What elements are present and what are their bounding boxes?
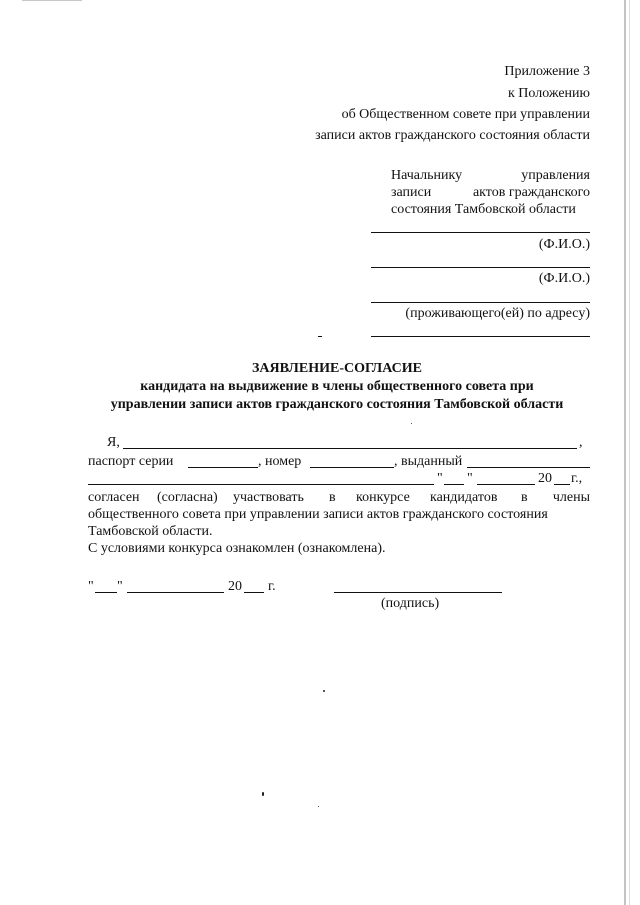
addressee-word-records: записи [391, 185, 432, 200]
agree-word-1: согласен [88, 490, 140, 505]
body-line-2: общественного совета при управлении записи актов гражданского состояния [88, 507, 548, 522]
sign-year-field[interactable] [244, 592, 264, 593]
scan-speck [323, 690, 325, 692]
passport-number-label: , номер [258, 454, 302, 469]
fullname-field[interactable] [123, 448, 577, 449]
fio-line-2 [371, 267, 590, 268]
address-line-1 [371, 302, 590, 303]
document-title: ЗАЯВЛЕНИЕ-СОГЛАСИЕ [252, 361, 422, 376]
scan-speck [318, 806, 319, 807]
fio-caption-1: (Ф.И.О.) [538, 237, 590, 252]
scan-edge-top [22, 0, 82, 1]
addressee-word-department: управления [521, 168, 590, 183]
passport-series-label: паспорт серии [88, 454, 174, 469]
agree-word-8: члены [552, 490, 590, 505]
appendix-registry: записи актов гражданского состояния области [315, 128, 590, 143]
scan-speck [411, 423, 412, 424]
passport-issued-label: , выданный [394, 454, 463, 469]
issue-day-field[interactable] [444, 484, 464, 485]
scan-speck [262, 792, 264, 796]
scan-mark [318, 336, 322, 337]
issue-month-field[interactable] [477, 484, 535, 485]
appendix-regulation: к Положению [507, 86, 590, 101]
scan-edge-right-2 [629, 0, 630, 905]
document-subtitle-2: управлении записи актов гражданского состояния Тамбовской области [110, 397, 564, 412]
passport-number-field[interactable] [310, 467, 394, 468]
appendix-number: Приложение 3 [504, 64, 590, 79]
signature-caption: (подпись) [381, 596, 440, 611]
issue-year-prefix: 20 [538, 471, 552, 486]
conditions-text: С условиями конкурса ознакомлен (ознакомлена). [88, 541, 386, 556]
sign-day-field[interactable] [95, 592, 117, 593]
issue-year-field[interactable] [554, 484, 570, 485]
fullname-comma: , [579, 435, 583, 450]
body-line-3: Тамбовской области. [88, 524, 213, 539]
ya-label: Я, [107, 435, 120, 450]
addressee-word-civil-acts: актов гражданского [472, 185, 590, 200]
sign-year-suffix: г. [268, 579, 276, 594]
agree-word-3: участвовать [233, 490, 304, 505]
sign-date-quote-close: " [117, 579, 123, 594]
issued-by-field-1[interactable] [467, 467, 590, 468]
address-line-2 [371, 336, 590, 337]
residing-caption: (проживающего(ей) по адресу) [405, 306, 590, 321]
signature-field[interactable] [334, 592, 502, 593]
passport-series-field[interactable] [188, 467, 258, 468]
addressee-word-head: Начальнику [391, 168, 463, 183]
issue-date-quote-close: " [467, 471, 473, 486]
sign-month-field[interactable] [127, 592, 224, 593]
document-subtitle-1: кандидата на выдвижение в члены общественного совета при [140, 379, 534, 394]
addressee-region: состояния Тамбовской области [391, 202, 576, 217]
fio-caption-2: (Ф.И.О.) [538, 271, 590, 286]
agree-word-7: в [521, 490, 528, 505]
sign-year-prefix: 20 [228, 579, 242, 594]
sign-date-quote-open: " [88, 579, 94, 594]
agree-word-2: (согласна) [157, 490, 218, 505]
appendix-council: об Общественном совете при управлении [341, 107, 590, 122]
agree-word-4: в [329, 490, 336, 505]
fio-line-1 [371, 232, 590, 233]
scan-edge-right [624, 0, 626, 905]
issued-by-field-2[interactable] [88, 484, 434, 485]
issue-year-suffix: г., [571, 471, 583, 486]
agree-word-5: конкурсе [356, 490, 410, 505]
agree-word-6: кандидатов [430, 490, 498, 505]
issue-date-quote-open: " [437, 471, 443, 486]
